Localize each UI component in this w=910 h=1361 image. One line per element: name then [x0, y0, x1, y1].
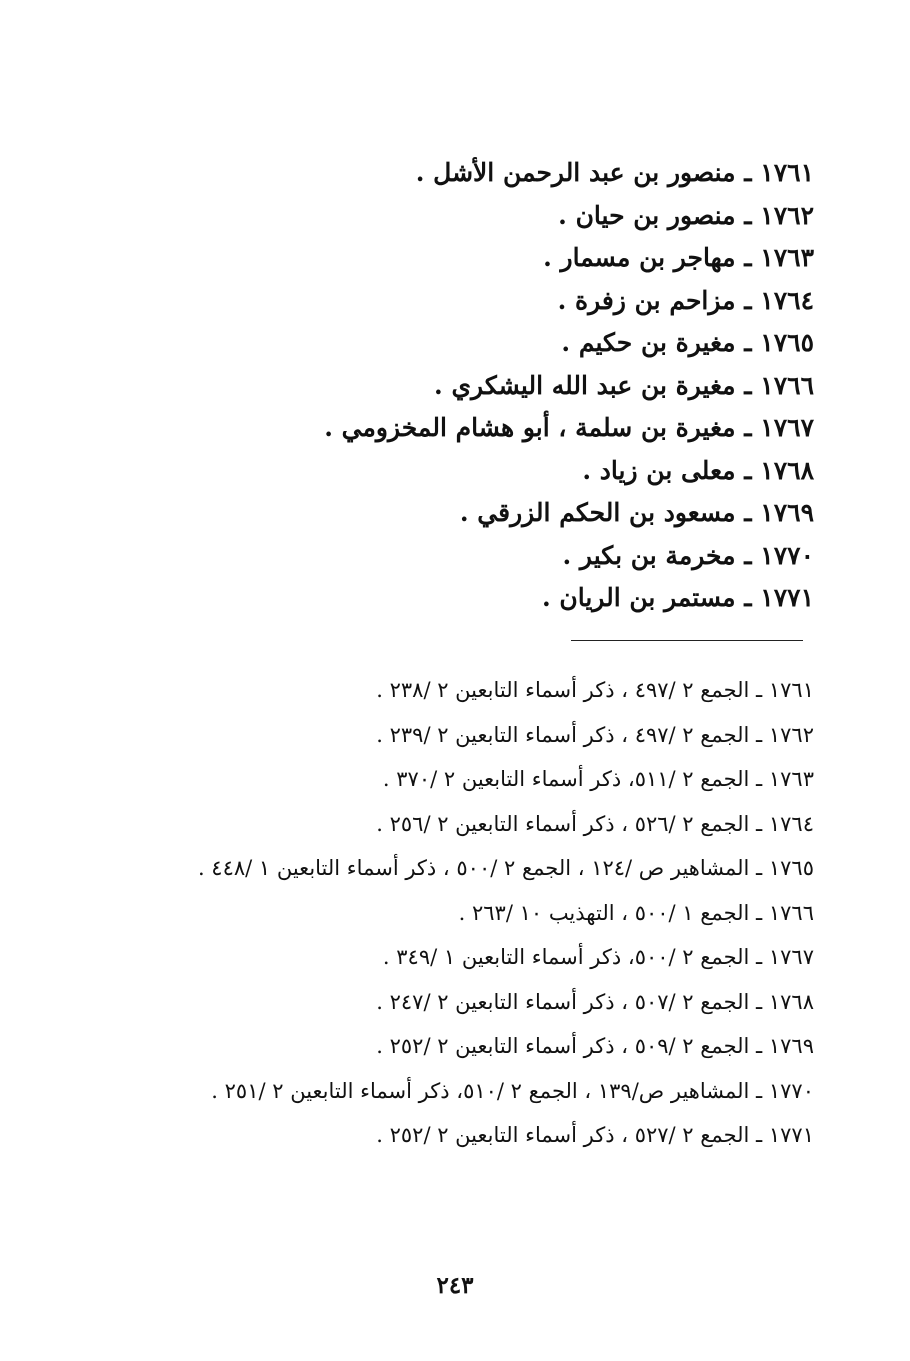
entry-1771: ١٧٧١ ـ مستمر بن الريان . [541, 583, 814, 612]
entry-1770: ١٧٧٠ ـ مخرمة بن بكير . [562, 540, 814, 570]
footnote-1766: ١٧٦٦ ـ الجمع ١ /٥٠٠ ، التهذيب ١٠ /٢٦٣ . [458, 900, 814, 925]
entry-1762: ١٧٦٢ ـ منصور بن حيان . [558, 200, 814, 230]
footnote-1771: ١٧٧١ ـ الجمع ٢ /٥٢٧ ، ذكر أسماء التابعين ٢ /٢٥٢ . [376, 1123, 814, 1147]
entry-1768: ١٧٦٨ ـ معلى بن زياد . [582, 455, 814, 485]
entry-1764: ١٧٦٤ ـ مزاحم بن زفرة . [557, 285, 814, 315]
entry-1763: ١٧٦٣ ـ مهاجر بن مسمار . [543, 243, 814, 272]
footnote-1764: ١٧٦٤ ـ الجمع ٢ /٥٢٦ ، ذكر أسماء التابعين ٢ /٢٥٦ . [376, 811, 814, 836]
footnote-list [142, 668, 814, 1158]
entry-1769: ١٧٦٩ ـ مسعود بن الحكم الزرقي . [459, 498, 814, 527]
footnote-1770: ١٧٧٠ ـ المشاهير ص/١٣٩ ، الجمع ٢ /٥١٠، ذكر أسماء التابعين ٢ /٢٥١ . [211, 1078, 814, 1103]
footnote-separator [571, 640, 803, 641]
entry-1766: ١٧٦٦ ـ مغيرة بن عبد الله اليشكري . [434, 370, 814, 400]
entry-list [114, 152, 814, 620]
footnote-1763: ١٧٦٣ ـ الجمع ٢ /٥١١، ذكر أسماء التابعين ٢ /٣٧٠ . [382, 767, 814, 791]
footnote-1767: ١٧٦٧ ـ الجمع ٢ /٥٠٠، ذكر أسماء التابعين ١ /٣٤٩ . [382, 945, 814, 969]
page-number: ٢٤٣ [436, 1272, 474, 1299]
footnote-1768: ١٧٦٨ ـ الجمع ٢ /٥٠٧ ، ذكر أسماء التابعين ٢ /٢٤٧ . [376, 989, 814, 1014]
entry-1761: ١٧٦١ ـ منصور بن عبد الرحمن الأشل . [415, 158, 814, 187]
footnote-1761: ١٧٦١ ـ الجمع ٢ /٤٩٧ ، ذكر أسماء التابعين ٢ /٢٣٨ . [376, 678, 814, 702]
entry-1765: ١٧٦٥ ـ مغيرة بن حكيم . [561, 328, 814, 357]
footnote-1765: ١٧٦٥ ـ المشاهير ص /١٢٤ ، الجمع ٢ /٥٠٠ ، ذكر أسماء التابعين ١ /٤٤٨ . [197, 856, 814, 880]
footnote-1762: ١٧٦٢ ـ الجمع ٢ /٤٩٧ ، ذكر أسماء التابعين ٢ /٢٣٩ . [376, 722, 814, 747]
footnote-1769: ١٧٦٩ ـ الجمع ٢ /٥٠٩ ، ذكر أسماء التابعين ٢ /٢٥٢ . [376, 1034, 814, 1058]
entry-1767: ١٧٦٧ ـ مغيرة بن سلمة ، أبو هشام المخزومي . [324, 413, 814, 442]
